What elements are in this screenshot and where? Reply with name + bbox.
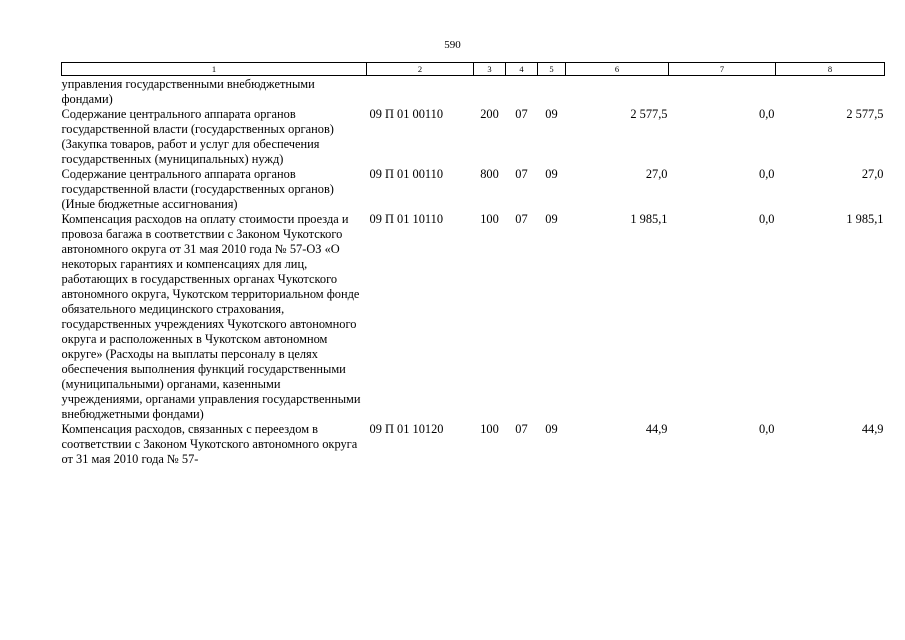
row-col7: 0,0 xyxy=(759,422,775,436)
row-name: Компенсация расходов на оплату стоимости проезда и провоза багажа в соответствии с Законом Чукотского автономного округа от 31 мая 2010 года № 57-ОЗ «О некоторых гарантиях и компенсациях для лиц, работающих в государственных органах Чукотского автономного округа, Чукотском территориальном фонде обязательного медицинского страхования, государственных учреждениях Чукотского автономного округа и расположенных в Чукотском автономном округе» (Расходы на выплаты персоналу в целях обеспечения выполнения функций государственными (муниципальными) органами, казенными учреждениями, органами управления государственными внебюджетными фондами) xyxy=(61,212,361,421)
row-col7 xyxy=(669,76,776,108)
header-col-2: 2 xyxy=(367,63,474,76)
row-col6: 44,9 xyxy=(645,422,668,436)
header-col-1: 1 xyxy=(62,63,367,76)
row-code: 09 П 01 00110 xyxy=(369,167,444,181)
row-vr: 200 xyxy=(480,107,499,121)
row-pr: 09 xyxy=(545,107,558,121)
row-col7: 0,0 xyxy=(759,107,775,121)
row-pr: 09 xyxy=(545,212,558,226)
table-row xyxy=(62,107,885,167)
row-col6: 1 985,1 xyxy=(630,212,668,226)
row-vr: 800 xyxy=(480,167,499,181)
row-name: Компенсация расходов, связанных с переездом в соответствии с Законом Чукотского автономного округа от 31 мая 2010 года № 57- xyxy=(61,422,358,466)
header-row xyxy=(62,63,885,76)
row-vr xyxy=(474,76,506,108)
row-col6 xyxy=(566,76,669,108)
row-rz xyxy=(506,76,538,108)
header-col-3: 3 xyxy=(474,63,506,76)
row-rz: 07 xyxy=(515,107,528,121)
row-rz: 07 xyxy=(515,422,528,436)
row-col6: 27,0 xyxy=(645,167,668,181)
header-col-4: 4 xyxy=(506,63,538,76)
row-pr: 09 xyxy=(545,422,558,436)
row-name: управления государственными внебюджетными фондами) xyxy=(61,77,315,106)
row-rz: 07 xyxy=(515,212,528,226)
row-col8: 2 577,5 xyxy=(846,107,884,121)
row-code: 09 П 01 00110 xyxy=(369,107,444,121)
row-col8: 27,0 xyxy=(861,167,884,181)
row-col8 xyxy=(776,76,885,108)
table-row xyxy=(62,212,885,422)
budget-table xyxy=(61,62,885,467)
row-col6: 2 577,5 xyxy=(630,107,668,121)
row-name: Содержание центрального аппарата органов государственной власти (государственных органов) (Иные бюджетные ассигнования) xyxy=(61,167,334,211)
row-vr: 100 xyxy=(480,212,499,226)
table-row xyxy=(62,422,885,467)
row-name: Содержание центрального аппарата органов государственной власти (государственных органов) (Закупка товаров, работ и услуг для обеспечения государственных (муниципальных) нужд) xyxy=(61,107,334,166)
page-number: 590 xyxy=(444,39,461,51)
row-col8: 1 985,1 xyxy=(846,212,884,226)
row-col7: 0,0 xyxy=(759,212,775,226)
header-col-8: 8 xyxy=(776,63,885,76)
row-code: 09 П 01 10110 xyxy=(369,212,444,226)
row-col7: 0,0 xyxy=(759,167,775,181)
row-pr: 09 xyxy=(545,167,558,181)
table-header xyxy=(62,63,885,76)
header-col-6: 6 xyxy=(566,63,669,76)
table-row xyxy=(62,167,885,212)
row-col8: 44,9 xyxy=(861,422,884,436)
row-pr xyxy=(538,76,566,108)
header-col-5: 5 xyxy=(538,63,566,76)
row-vr: 100 xyxy=(480,422,499,436)
row-code: 09 П 01 10120 xyxy=(369,422,444,436)
header-col-7: 7 xyxy=(669,63,776,76)
row-rz: 07 xyxy=(515,167,528,181)
table-row xyxy=(62,76,885,108)
row-code xyxy=(367,76,474,108)
